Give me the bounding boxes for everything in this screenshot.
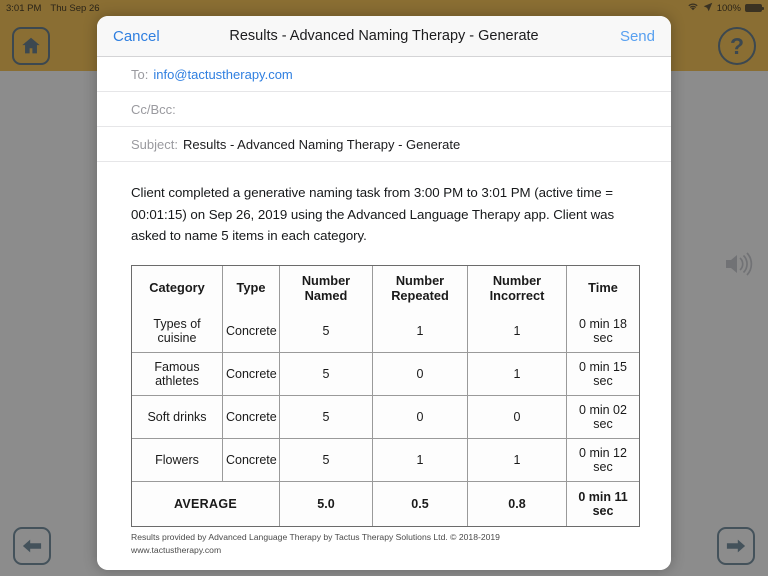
column-header-number-incorrect — [468, 266, 567, 310]
cell-category: Flowers — [132, 439, 223, 482]
table-average-row — [132, 482, 639, 526]
ios-status-bar — [0, 0, 768, 16]
cell-incorrect: 1 — [468, 353, 567, 396]
table-row — [132, 353, 639, 396]
cell-average-incorrect: 0.8 — [468, 482, 567, 526]
cell-repeated: 0 — [373, 353, 468, 396]
header-line-2: Repeated — [391, 287, 449, 303]
status-bar-left — [0, 3, 100, 14]
status-date: Thu Sep 26 — [50, 2, 100, 14]
cell-category: Soft drinks — [132, 396, 223, 439]
header-line-1: Type — [236, 280, 266, 296]
footer-copyright: Results provided by Advanced Language Therapy by Tactus Therapy Solutions Ltd. © 2018-2019 — [131, 532, 500, 543]
cell-type: Concrete — [223, 353, 280, 396]
sheet-title: Results - Advanced Naming Therapy - Generate — [229, 28, 539, 44]
header-line-1: Number — [395, 272, 445, 288]
wifi-icon — [687, 2, 699, 14]
sheet-body — [97, 57, 671, 570]
cell-time: 0 min 02 sec — [567, 396, 639, 439]
speaker-volume-icon[interactable] — [724, 251, 754, 282]
header-line-2: Named — [304, 287, 348, 303]
to-field-value[interactable]: info@tactustherapy.com — [153, 66, 293, 82]
cell-category: Types of cuisine — [132, 310, 223, 353]
column-header-number-repeated — [373, 266, 468, 310]
cancel-button[interactable]: Cancel — [113, 27, 160, 45]
footer-website: www.tactustherapy.com — [131, 545, 222, 556]
cell-named: 5 — [280, 353, 373, 396]
cell-repeated: 0 — [373, 396, 468, 439]
cell-time: 0 min 12 sec — [567, 439, 639, 482]
cell-average-repeated: 0.5 — [373, 482, 468, 526]
help-question-icon[interactable]: ? — [718, 27, 756, 65]
to-field-label: To: — [131, 66, 149, 82]
table-row — [132, 439, 639, 482]
compose-body-area[interactable] — [97, 162, 671, 527]
header-line-1: Time — [588, 280, 618, 296]
arrow-right-icon[interactable] — [717, 527, 755, 565]
subject-field-value[interactable]: Results - Advanced Naming Therapy - Generate — [182, 136, 461, 152]
ccbcc-field-label: Cc/Bcc: — [131, 101, 176, 117]
to-field-row[interactable] — [97, 57, 671, 92]
sheet-footer — [97, 531, 671, 570]
cell-named: 5 — [280, 439, 373, 482]
table-row — [132, 396, 639, 439]
cell-time: 0 min 18 sec — [567, 310, 639, 353]
header-line-1: Number — [301, 272, 351, 288]
column-header-type — [223, 266, 280, 310]
table-row — [132, 310, 639, 353]
battery-percent-label: 100% — [716, 2, 741, 14]
cell-incorrect: 1 — [468, 310, 567, 353]
cell-incorrect: 0 — [468, 396, 567, 439]
header-line-1: Number — [492, 272, 542, 288]
arrow-left-icon[interactable] — [13, 527, 51, 565]
subject-field-row[interactable] — [97, 127, 671, 162]
status-bar-right — [687, 2, 768, 15]
send-button[interactable]: Send — [619, 27, 655, 45]
mail-compose-sheet — [97, 16, 671, 570]
sheet-header — [97, 16, 671, 57]
ccbcc-field-row[interactable] — [97, 92, 671, 127]
cell-average-label: AVERAGE — [132, 482, 280, 526]
cell-time: 0 min 15 sec — [567, 353, 639, 396]
table-body — [132, 310, 639, 526]
cell-category: Famous athletes — [132, 353, 223, 396]
cell-named: 5 — [280, 396, 373, 439]
location-arrow-icon — [703, 2, 713, 15]
results-table — [131, 265, 640, 527]
cell-repeated: 1 — [373, 439, 468, 482]
cell-named: 5 — [280, 310, 373, 353]
cell-type: Concrete — [223, 396, 280, 439]
results-summary-text: Client completed a generative naming task from 3:00 PM to 3:01 PM (active time = 00:01:15) on Sep 26, 2019 using the Advanced Language Therapy app. Client was asked to name 5 items in each category. — [131, 185, 615, 244]
battery-full-icon — [745, 4, 762, 12]
subject-field-label: Subject: — [131, 136, 178, 152]
column-header-category — [132, 266, 223, 310]
cell-repeated: 1 — [373, 310, 468, 353]
status-time: 3:01 PM — [6, 2, 42, 14]
table-header-row — [132, 266, 639, 310]
cell-average-named: 5.0 — [280, 482, 373, 526]
cell-average-time: 0 min 11 sec — [567, 482, 639, 526]
column-header-number-named — [280, 266, 373, 310]
home-icon[interactable] — [12, 27, 50, 65]
cell-type: Concrete — [223, 310, 280, 353]
cell-type: Concrete — [223, 439, 280, 482]
column-header-time — [567, 266, 639, 310]
header-line-2: Incorrect — [489, 287, 545, 303]
header-line-1: Category — [149, 280, 205, 296]
cell-incorrect: 1 — [468, 439, 567, 482]
